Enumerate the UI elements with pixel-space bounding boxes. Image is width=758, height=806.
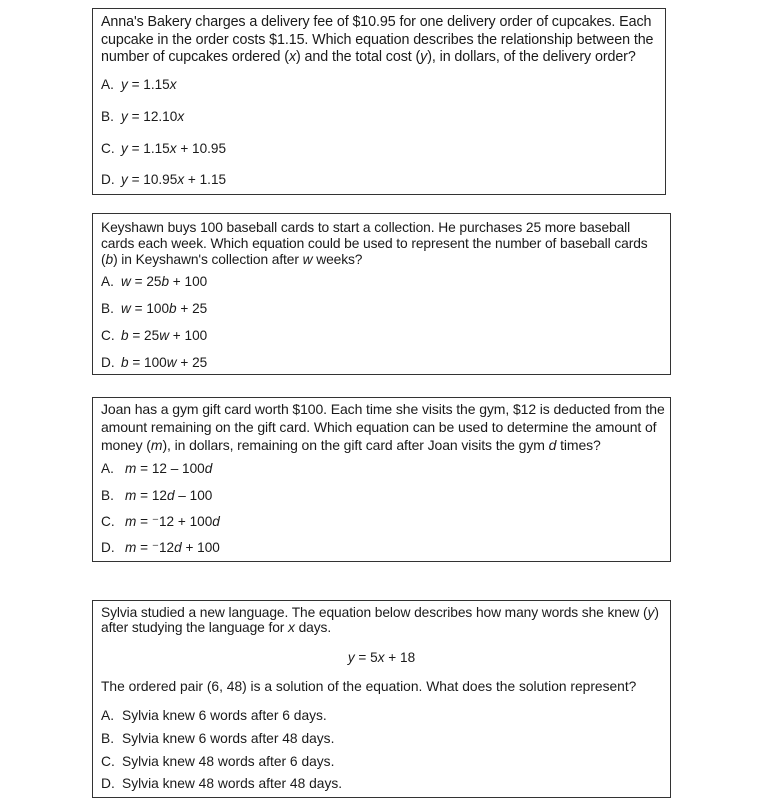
math-variable: y <box>121 77 128 92</box>
answer-option-d[interactable] <box>101 172 226 187</box>
option-letter: C. <box>101 514 115 529</box>
question-4 <box>92 600 671 798</box>
math-variable: b <box>161 274 170 289</box>
option-text: Sylvia knew 6 words after 48 days. <box>122 731 335 746</box>
answer-option-a[interactable] <box>101 274 207 289</box>
answer-option-a[interactable] <box>101 77 177 92</box>
option-text: Sylvia knew 48 words after 48 days. <box>122 776 343 791</box>
option-letter: D. <box>101 355 115 370</box>
option-letter: C. <box>101 754 115 769</box>
option-letter: D. <box>101 540 115 555</box>
answer-option-a[interactable] <box>101 461 212 476</box>
question-stem: Keyshawn buys 100 baseball cards to start a collection. He purchases 25 more baseball cards each week. Which equation could be used to represent the number of baseball cards (b) in Keyshawn's collection after w weeks? <box>101 220 648 267</box>
answer-option-b[interactable] <box>101 488 212 503</box>
option-letter: B. <box>101 301 114 316</box>
math-variable: w <box>159 328 170 343</box>
math-variable: m <box>150 437 163 453</box>
math-variable: b <box>121 328 129 343</box>
option-text: Sylvia knew 48 words after 6 days. <box>122 754 335 769</box>
option-letter: A. <box>101 77 114 92</box>
math-variable: x <box>288 619 295 635</box>
option-text: m = ⁻12d + 100 <box>125 540 220 555</box>
math-variable: m <box>125 514 137 529</box>
math-variable: w <box>121 274 131 289</box>
option-letter: A. <box>101 461 114 476</box>
math-variable: x <box>288 49 296 65</box>
option-text: y = 12.10x <box>121 109 185 124</box>
option-text: m = ⁻12 + 100d <box>125 514 220 529</box>
math-variable: y <box>420 49 428 65</box>
option-text: y = 1.15x <box>121 77 177 92</box>
math-variable: b <box>169 301 177 316</box>
option-letter: B. <box>101 731 115 746</box>
answer-option-d[interactable] <box>101 540 220 556</box>
option-text: w = 100b + 25 <box>121 301 208 316</box>
option-letter: A. <box>101 274 114 289</box>
option-text: b = 100w + 25 <box>121 355 208 370</box>
math-variable: x <box>377 650 385 665</box>
question-stem: Anna's Bakery charges a delivery fee of $10.95 for one delivery order of cupcakes. Each cupcake in the order costs $1.15. Which equation describes the relationship between the number of cupcakes ordered (x) and the total cost (y), in dollars, of the delivery order? <box>101 14 654 65</box>
answer-option-c[interactable] <box>101 328 207 343</box>
option-text: m = 12 – 100d <box>125 461 213 476</box>
option-text: m = 12d – 100 <box>125 488 213 503</box>
math-variable: w <box>166 355 177 370</box>
question-2 <box>92 213 671 375</box>
math-variable: x <box>177 172 185 187</box>
option-letter: C. <box>101 328 115 343</box>
math-variable: d <box>212 514 220 529</box>
math-variable: d <box>204 461 213 476</box>
option-text: y = 10.95x + 1.15 <box>121 172 227 187</box>
math-variable: d <box>166 488 175 503</box>
option-text: y = 1.15x + 10.95 <box>121 141 227 156</box>
math-variable: y <box>647 605 655 620</box>
answer-option-d[interactable] <box>101 776 342 791</box>
answer-option-a[interactable] <box>101 708 327 723</box>
math-variable: w <box>121 301 131 316</box>
option-letter: D. <box>101 776 115 791</box>
answer-option-c[interactable] <box>101 141 226 156</box>
equation-display: y = 5x + 18 <box>347 650 416 665</box>
math-variable: y <box>347 650 355 665</box>
question-prompt: The ordered pair (6, 48) is a solution of the equation. What does the solution represent? <box>101 679 637 694</box>
math-variable: y <box>121 109 128 124</box>
option-text: w = 25b + 100 <box>121 274 208 289</box>
math-variable: y <box>121 141 128 156</box>
option-letter: C. <box>101 141 115 156</box>
math-variable: b <box>121 355 129 370</box>
answer-option-b[interactable] <box>101 731 334 746</box>
question-stem: Joan has a gym gift card worth $100. Each time she visits the gym, $12 is deducted from the amount remaining on the gift card. Which equation can be used to determine the amount of money (m), in dollars, remaining on the gift card after Joan visits the gym d times? <box>101 401 665 453</box>
math-variable: x <box>169 77 177 92</box>
option-text: Sylvia knew 6 words after 6 days. <box>122 708 327 723</box>
option-letter: B. <box>101 109 114 124</box>
option-text: b = 25w + 100 <box>121 328 208 343</box>
answer-option-c[interactable] <box>101 514 220 530</box>
question-1 <box>92 8 666 195</box>
math-variable: y <box>121 172 128 187</box>
math-variable: x <box>169 141 177 156</box>
answer-option-c[interactable] <box>101 754 334 769</box>
answer-option-b[interactable] <box>101 109 184 124</box>
math-variable: m <box>125 540 137 555</box>
math-variable: d <box>548 437 557 453</box>
math-variable: b <box>105 252 114 267</box>
option-letter: B. <box>101 488 114 503</box>
option-letter: D. <box>101 172 115 187</box>
question-3 <box>92 397 671 562</box>
option-letter: A. <box>101 708 115 723</box>
question-stem: Sylvia studied a new language. The equation below describes how many words she knew (y) after studying the language for x days. <box>101 605 659 635</box>
math-variable: m <box>125 488 137 503</box>
answer-option-d[interactable] <box>101 355 207 370</box>
math-variable: x <box>177 109 185 124</box>
math-variable: m <box>125 461 137 476</box>
math-variable: d <box>174 540 182 555</box>
answer-option-b[interactable] <box>101 301 207 316</box>
math-variable: w <box>302 252 313 267</box>
